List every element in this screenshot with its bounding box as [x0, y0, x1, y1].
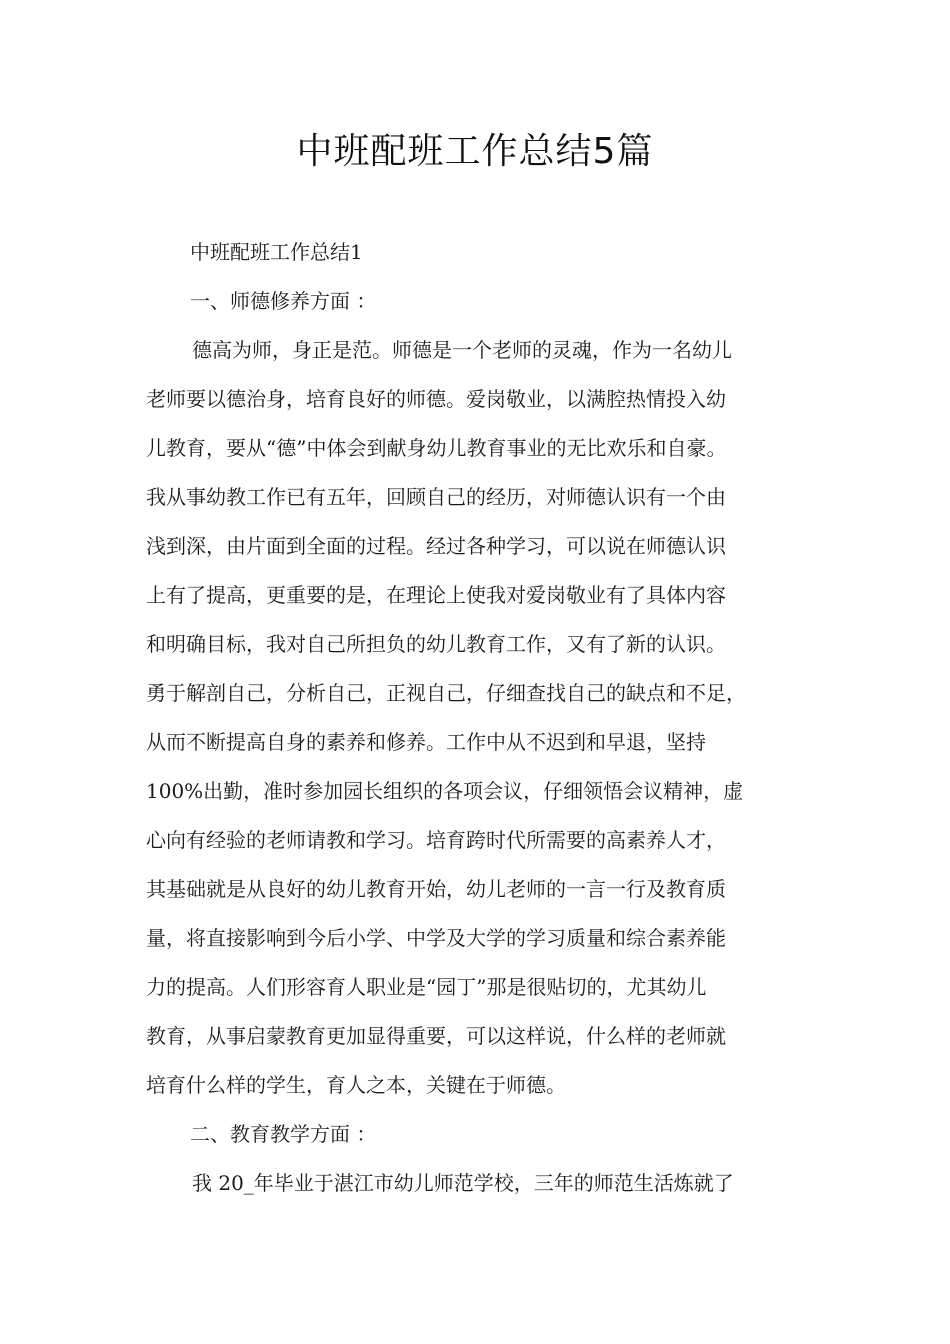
- paragraph-line: 老师要以德治身，培育良好的师德。爱岗敬业，以满腔热情投入幼: [146, 387, 726, 411]
- paragraph-line: 其基础就是从良好的幼儿教育开始，幼儿老师的一言一行及教育质: [146, 877, 726, 901]
- subsection-heading: 二、教育教学方面 ：: [190, 1122, 377, 1146]
- document-title: 中班配班工作总结5篇: [296, 131, 654, 172]
- paragraph-line: 儿教育，要从“德”中体会到献身幼儿教育事业的无比欢乐和自豪。: [146, 436, 727, 460]
- paragraph-line: 勇于解剖自己，分析自己，正视自己，仔细查找自己的缺点和不足，: [146, 681, 746, 705]
- paragraph-line: 德高为师，身正是范。师德是一个老师的灵魂，作为一名幼儿: [192, 338, 732, 362]
- paragraph-line: 我从事幼教工作已有五年，回顾自己的经历，对师德认识有一个由: [146, 485, 726, 509]
- paragraph-line: 上有了提高，更重要的是，在理论上使我对爱岗敬业有了具体内容: [146, 583, 726, 607]
- subsection-heading: 一、师德修养方面 ：: [190, 289, 377, 313]
- paragraph-line: 从而不断提高自身的素养和修养。工作中从不迟到和早退，坚持: [146, 730, 706, 754]
- section-heading: 中班配班工作总结1: [190, 240, 363, 264]
- paragraph-line: 量，将直接影响到今后小学、中学及大学的学习质量和综合素养能: [146, 926, 726, 950]
- paragraph-line: 100%出勤，准时参加园长组织的各项会议，仔细领悟会议精神，虚: [146, 779, 744, 803]
- document-body: [146, 228, 826, 1208]
- paragraph-line: 培育什么样的学生，育人之本，关键在于师德。: [146, 1073, 566, 1097]
- paragraph-line: 心向有经验的老师请教和学习。培育跨时代所需要的高素养人才，: [146, 828, 726, 852]
- paragraph-line: 力的提高。人们形容育人职业是“园丁”那是很贴切的，尤其幼儿: [146, 975, 707, 999]
- paragraph-line: 我 20_年毕业于湛江市幼儿师范学校，三年的师范生活炼就了: [192, 1171, 734, 1195]
- paragraph-line: 浅到深，由片面到全面的过程。经过各种学习，可以说在师德认识: [146, 534, 726, 558]
- paragraph-line: 和明确目标，我对自己所担负的幼儿教育工作，又有了新的认识。: [146, 632, 726, 656]
- paragraph-line: 教育，从事启蒙教育更加显得重要，可以这样说，什么样的老师就: [146, 1024, 726, 1048]
